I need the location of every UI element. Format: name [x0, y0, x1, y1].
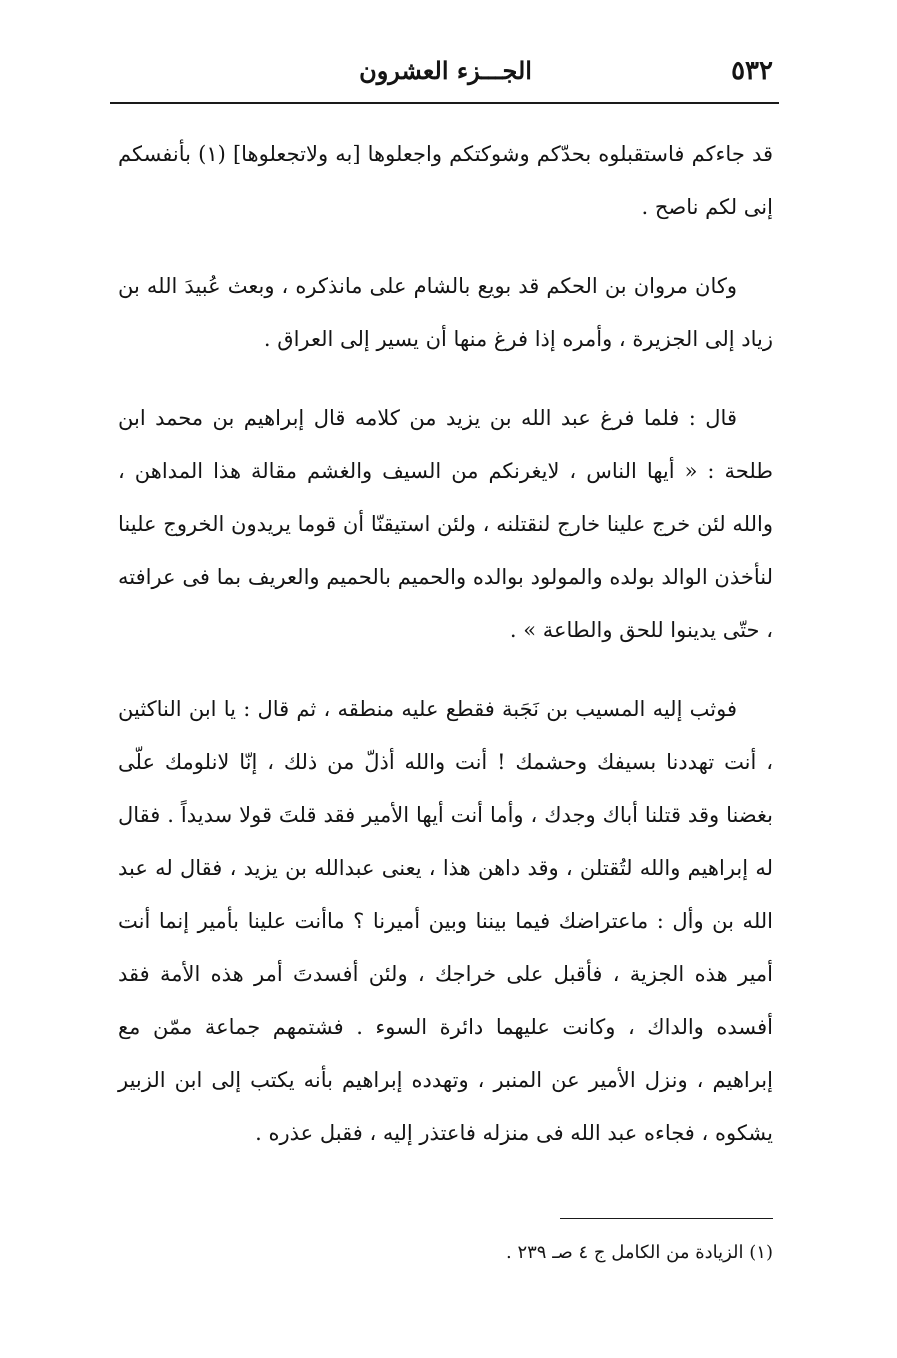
page-header — [112, 50, 779, 94]
paragraph-3: قال : فلما فرغ عبد الله بن يزيد من كلامه قال إبراهيم بن محمد ابن طلحة : « أيها الناس ، لايغرنكم من السيف والغشم مقالة هذا المداهن ، والله لئن خرج علينا خارج لنقتلنه ، ولئن استيقنّا أن قوما يريدون الخروج علينا لنأخذن الوالد بولده والمولود بوالده والحميم بالحميم والعريف بما فى عرافته ، حتّى يدينوا للحق والطاعة » . — [118, 406, 773, 642]
paragraph-2: وكان مروان بن الحكم قد بويع بالشام على مانذكره ، وبعث عُبيدَ الله بن زياد إلى الجزيرة ، وأمره إذا فرغ منها أن يسير إلى العراق . — [118, 274, 773, 351]
paragraph-4: فوثب إليه المسيب بن نَجَبة فقطع عليه منطقه ، ثم قال : يا ابن الناكثين ، أنت تهددنا بسيفك وحشمك ! أنت والله أذلّ من ذلك ، إنّا لانلومك علّى بغضنا وقد قتلنا أباك وجدك ، وأما أنت أيها الأمير فقد قلتَ قولا سديداً . فقال له إبراهيم والله لتُقتلن ، وقد داهن هذا ، يعنى عبدالله بن يزيد ، فقال له عبد الله بن وأل : ماعتراضك فيما بيننا وبين أميرنا ؟ ماأنت علينا بأمير إنما أنت أمير هذه الجزية ، فأقبل على خراجك ، ولئن أفسدتَ أمر هذه الأمة فقد أفسده والداك ، وكانت عليهما دائرة السوء . فشتمهم جماعة ممّن مع إبراهيم ، ونزل الأمير عن المنبر ، وتهدده إبراهيم بأنه يكتب إلى ابن الزبير يشكوه ، فجاءه عبد الله فى منزله فاعتذر إليه ، فقبل عذره . — [118, 697, 773, 1145]
page-number: ٥٣٢ — [731, 56, 773, 86]
header-rule — [110, 102, 779, 104]
running-title: الجـــزء العشرون — [359, 56, 532, 85]
footnote-rule — [560, 1218, 773, 1219]
body-text — [118, 128, 773, 1186]
paragraph-1: قد جاءكم فاستقبلوه بحدّكم وشوكتكم واجعلوها [به ولاتجعلوها] (١) بأنفسكم إنى لكم ناصح . — [118, 142, 774, 219]
footnote: (١) الزيادة من الكامل ج ٤ صـ ٢٣٩ . — [506, 1242, 773, 1263]
